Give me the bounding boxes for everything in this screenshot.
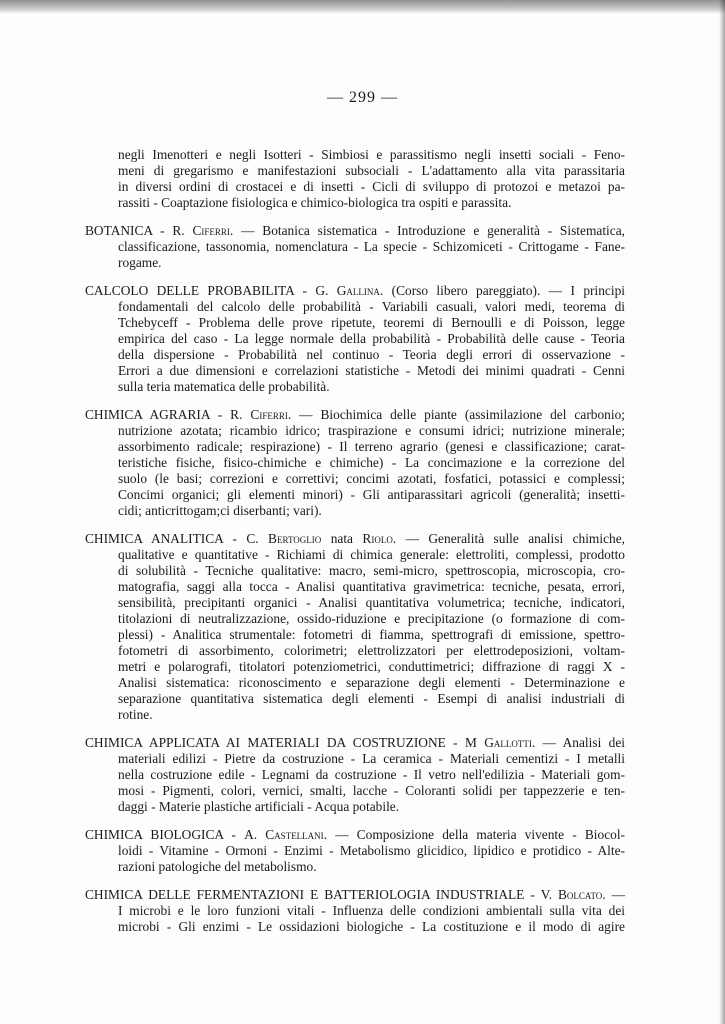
entry-first-line: CHIMICA DELLE FERMENTAZIONI E BATTERIOLOGIA INDUSTRIALE - V. Bolcato. — xyxy=(85,887,625,902)
text-line: negli Imenotteri e negli Isotteri - Simbiosi e parassitismo negli insetti sociali - Feno- xyxy=(118,147,625,162)
text-line: Tchebyceff - Problema delle prove ripetute, teoremi di Bernoulli e di Poisson, legge xyxy=(118,315,625,330)
text-line: qualitative e quantitative - Richiami di chimica generale: elettroliti, complessi, prodotto xyxy=(118,547,625,562)
course-entry xyxy=(85,407,625,519)
text-line: plessi) - Analitica strumentale: fotometri di fiamma, spettrografi di emissione, spettro- xyxy=(118,627,625,642)
entry-first-line: BOTANICA - R. Ciferri. — Botanica sistematica - Introduzione e generalità - Sistematica, xyxy=(85,223,625,238)
course-entry xyxy=(85,827,625,875)
entry-first-line: CALCOLO DELLE PROBABILITA - G. Gallina. (Corso libero pareggiato). — I principi xyxy=(85,283,625,298)
text-line: separazione quantitativa sistematica degli elementi - Esempi di analisi industriali di xyxy=(118,691,625,706)
course-entry xyxy=(85,283,625,395)
course-description-start: — Analisi dei xyxy=(542,735,626,750)
text-line: empirica del caso - La legge normale della probabilità - Probabilità delle cause - Teoria xyxy=(118,331,625,346)
scan-right-edge xyxy=(719,0,725,1024)
text-line: loidi - Vitamine - Ormoni - Enzimi - Metabolismo glicidico, lipidico e protidico - Alte- xyxy=(118,843,625,858)
course-title: CHIMICA APPLICATA AI MATERIALI DA COSTRUZIONE xyxy=(85,735,446,750)
text-line: classificazione, tassonomia, nomenclatura - La specie - Schizomiceti - Crittogame - Fane- xyxy=(118,239,625,254)
course-author: A. Castellani. xyxy=(244,827,328,842)
course-description-start: — Botanica sistematica - Introduzione e generalità - Sistematica, xyxy=(241,223,625,238)
course-entry xyxy=(85,223,625,271)
text-line: razioni patologiche del metabolismo. xyxy=(118,859,317,874)
text-line: di solubilità - Tecniche qualitative: macro, semi-micro, spettroscopia, microscopia, cro- xyxy=(118,563,625,578)
text-line: mosi - Pigmenti, colori, vernici, smalti, lacche - Coloranti solidi per tappezzerie e ten- xyxy=(118,783,625,798)
entry-first-line: CHIMICA ANALITICA - C. Bertoglio nata Riolo. — Generalità sulle analisi chimiche, xyxy=(85,531,625,546)
text-line: matografia, saggi alla tocca - Analisi quantitativa gravimetrica: tecniche, pesata, errori, xyxy=(118,579,625,594)
course-description-start: (Corso libero pareggiato). — I principi xyxy=(391,283,625,298)
course-title: CHIMICA ANALITICA xyxy=(85,531,224,546)
text-line: sulla teria matematica delle probabilità. xyxy=(118,379,330,394)
text-line: sensibilità, precipitanti organici - Analisi quantitativa volumetrica; tecniche, indicatori, xyxy=(118,595,625,610)
entry-first-line: CHIMICA BIOLOGICA - A. Castellani. — Composizione della materia vivente - Biocol- xyxy=(85,827,626,842)
author-connector: nata xyxy=(330,531,353,546)
text-line: daggi - Materie plastiche artificiali - Acqua potabile. xyxy=(118,799,400,814)
course-author-surname: Riolo. xyxy=(362,531,397,546)
course-title: CALCOLO DELLE PROBABILITA xyxy=(85,283,295,298)
course-entry xyxy=(85,735,625,815)
text-line: in diversi ordini di crostacei e di insetti - Cicli di sviluppo di protozoi e metazoi pa- xyxy=(118,179,625,194)
text-line: cidi; anticrittogam;ci diserbanti; vari). xyxy=(118,503,322,518)
course-entry xyxy=(85,887,625,935)
course-description-start: — Biochimica delle piante (assimilazione del carbonio; xyxy=(299,407,625,422)
course-author: C. Bertoglio xyxy=(246,531,322,546)
text-line: teristiche fisiche, fisico-chimiche e chimiche) - La concimazione e la correzione del xyxy=(118,455,625,470)
text-line: nutrizione azotata; ricambio idrico; traspirazione e consumi idrici; nutrizione minerale; xyxy=(118,423,625,438)
text-line: Concimi organici; gli elementi minori) - Gli antiparassitari agricoli (generalità; insetti- xyxy=(118,487,625,502)
course-entry xyxy=(85,531,625,723)
text-line: fotometri di assorbimento, colorimetri; elettrolizzatori per elettrodeposizioni, voltam- xyxy=(118,643,625,658)
text-line: metri e polarografi, titolatori potenziometrici, conduttimetrici; diffrazione di raggi X - xyxy=(118,659,625,674)
page-number: — 299 — xyxy=(327,89,398,106)
text-line: rogame. xyxy=(118,255,162,270)
text-line: Errori a due dimensioni e correlazioni statistiche - Metodi dei minimi quadrati - Cenni xyxy=(118,363,625,378)
course-title: CHIMICA AGRARIA xyxy=(85,407,210,422)
course-description-start: — Composizione della materia vivente - Biocol- xyxy=(335,827,626,842)
course-description-start: — xyxy=(611,887,625,902)
course-author: G. Gallina. xyxy=(315,283,384,298)
course-author: V. Bolcato. xyxy=(540,887,606,902)
text-line: I microbi e le loro funzioni vitali - Influenza delle condizioni ambientali sulla vita dei xyxy=(118,903,625,918)
course-author: R. Ciferri. xyxy=(172,223,234,238)
text-line: titolazioni di neutralizzazione, ossido-riduzione e precipitazione (o formazione di com- xyxy=(118,611,625,626)
text-line: rotine. xyxy=(118,707,153,722)
text-line: microbi - Gli enzimi - Le ossidazioni biologiche - La costituzione e il modo di agire xyxy=(118,919,625,934)
course-title: BOTANICA xyxy=(85,223,153,238)
text-line: assorbimento radicale; respirazione) - Il terreno agrario (genesi e classificazione; carat- xyxy=(118,439,625,454)
text-line: Analisi sistematica: riconoscimento e separazione degli elementi - Determinazione e xyxy=(118,675,625,690)
course-title: CHIMICA BIOLOGICA xyxy=(85,827,224,842)
course-author: M Gallotti. xyxy=(464,735,536,750)
course-description-start: — Generalità sulle analisi chimiche, xyxy=(405,531,625,546)
text-line: fondamentali del calcolo delle probabilità - Variabili casuali, valori medi, teorema di xyxy=(118,299,625,314)
text-line: della dispersione - Probabilità nel continuo - Teoria degli errori di osservazione - xyxy=(118,347,625,362)
text-line: rassiti - Coaptazione fisiologica e chimico-biologica tra ospiti e parassita. xyxy=(118,195,512,210)
course-author: R. Ciferri. xyxy=(230,407,292,422)
text-line: meni di gregarismo e manifestazioni subsociali - L'adattamento alla vita parassitaria xyxy=(118,163,625,178)
continuation-paragraph xyxy=(85,147,625,211)
text-line: nella costruzione edile - Legnami da costruzione - Il vetro nell'edilizia - Materiali gom- xyxy=(118,767,625,782)
entry-first-line: CHIMICA APPLICATA AI MATERIALI DA COSTRUZIONE - M Gallotti. — Analisi dei xyxy=(85,735,626,750)
text-line: suolo (le basi; correzioni e correttivi; concimi azotati, fosfatici, potassici e complessi; xyxy=(118,471,625,486)
course-title: CHIMICA DELLE FERMENTAZIONI E BATTERIOLOGIA INDUSTRIALE xyxy=(85,887,525,902)
page-body xyxy=(85,147,625,947)
scan-top-shadow xyxy=(0,0,725,14)
text-line: materiali edilizi - Pietre da costruzione - La ceramica - Materiali cementizi - I metalli xyxy=(118,751,625,766)
entry-first-line: CHIMICA AGRARIA - R. Ciferri. — Biochimica delle piante (assimilazione del carbonio; xyxy=(85,407,625,422)
